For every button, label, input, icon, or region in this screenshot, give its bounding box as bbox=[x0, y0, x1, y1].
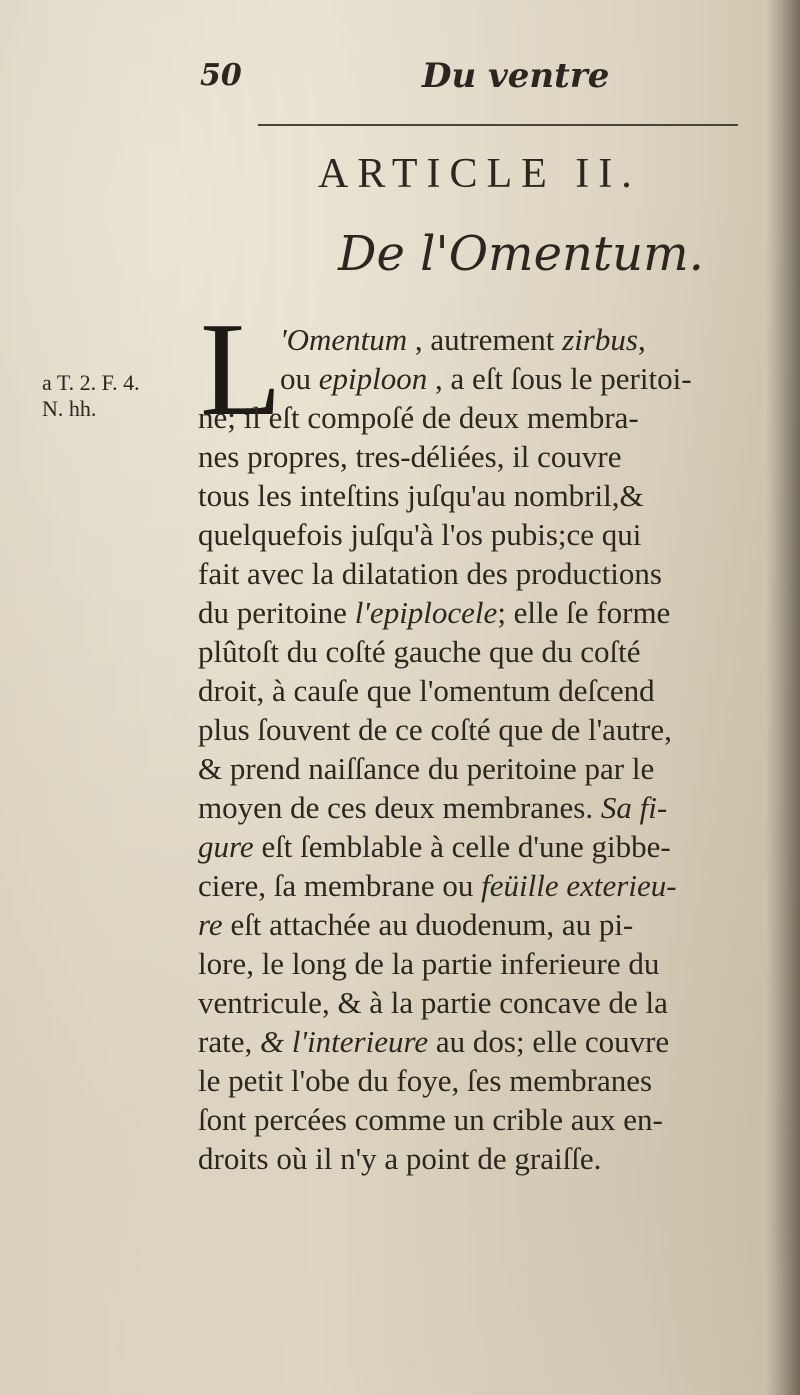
page-number: 50 bbox=[200, 58, 242, 93]
text-line bbox=[198, 554, 772, 593]
body-text bbox=[198, 320, 772, 1178]
running-title: Du ventre bbox=[422, 56, 610, 96]
italic-term: & l'interieure bbox=[259, 1024, 429, 1059]
text-run: plûtoſt du coſté gauche que du coſté bbox=[198, 634, 641, 669]
text-run: nes propres, tres-déliées, il couvre bbox=[198, 439, 622, 474]
section-title: De l'Omentum. bbox=[338, 226, 704, 282]
text-run: , bbox=[637, 322, 646, 357]
text-line bbox=[198, 437, 772, 476]
text-line bbox=[198, 827, 772, 866]
text-run: fait avec la dilatation des productions bbox=[198, 556, 662, 591]
text-line bbox=[198, 983, 772, 1022]
text-run: ; elle ſe forme bbox=[497, 595, 671, 630]
text-line bbox=[198, 1061, 772, 1100]
text-run: plus ſouvent de ce coſté que de l'autre, bbox=[198, 712, 672, 747]
text-line bbox=[198, 320, 772, 359]
italic-term: l'epiplocele bbox=[354, 595, 498, 630]
header-rule bbox=[258, 124, 738, 126]
text-line bbox=[198, 905, 772, 944]
text-run: & prend naiſſance du peritoine par le bbox=[198, 751, 655, 786]
text-run: rate, bbox=[198, 1024, 260, 1059]
text-run: tous les inteſtins juſqu'au nombril,& bbox=[198, 478, 644, 513]
text-line bbox=[198, 710, 772, 749]
text-run: eſt ſemblable à celle d'une gibbe- bbox=[253, 829, 671, 864]
text-run: quelquefois juſqu'à l'os pubis;ce qui bbox=[198, 517, 642, 552]
page-header bbox=[200, 56, 760, 106]
margin-note-line: N. hh. bbox=[42, 396, 97, 421]
text-line bbox=[198, 1022, 772, 1061]
margin-note-line: a T. 2. F. 4. bbox=[42, 370, 140, 395]
text-line bbox=[198, 515, 772, 554]
text-run: , autrement bbox=[407, 322, 563, 357]
text-run: ne; il eſt compoſé de deux membra- bbox=[198, 400, 639, 435]
text-run: au dos; elle couvre bbox=[428, 1024, 670, 1059]
text-line bbox=[198, 866, 772, 905]
article-heading: ARTICLE II. bbox=[318, 151, 641, 197]
italic-term: Sa fi- bbox=[600, 790, 668, 825]
text-run: ſont percées comme un crible aux en- bbox=[198, 1102, 663, 1137]
text-line bbox=[198, 788, 772, 827]
italic-term: epiploon bbox=[318, 361, 428, 396]
italic-term: 'Omentum bbox=[280, 322, 408, 357]
text-run: lore, le long de la partie inferieure du bbox=[198, 946, 660, 981]
text-run: ciere, ſa membrane ou bbox=[198, 868, 482, 903]
text-run: moyen de ces deux membranes. bbox=[198, 790, 601, 825]
italic-term: zirbus bbox=[562, 322, 638, 357]
text-line bbox=[198, 1100, 772, 1139]
text-run: droits où il n'y a point de graiſſe. bbox=[198, 1141, 602, 1176]
text-run: , a eſt ſous le peritoi- bbox=[427, 361, 692, 396]
margin-note bbox=[42, 370, 192, 422]
text-line bbox=[198, 398, 772, 437]
text-run: droit, à cauſe que l'omentum deſcend bbox=[198, 673, 655, 708]
text-run: le petit l'obe du foye, ſes membranes bbox=[198, 1063, 653, 1098]
text-line bbox=[198, 632, 772, 671]
text-line bbox=[198, 593, 772, 632]
italic-term: re bbox=[198, 907, 223, 942]
italic-term: feüille exterieu- bbox=[481, 868, 677, 903]
text-line bbox=[198, 749, 772, 788]
drop-cap: L bbox=[200, 295, 282, 443]
text-line bbox=[198, 944, 772, 983]
text-run: eſt attachée au duodenum, au pi- bbox=[222, 907, 634, 942]
italic-term: gure bbox=[198, 829, 254, 864]
text-line bbox=[198, 476, 772, 515]
text-run: ou bbox=[280, 361, 319, 396]
text-run: ventricule, & à la partie concave de la bbox=[198, 985, 668, 1020]
text-run: du peritoine bbox=[198, 595, 355, 630]
text-line bbox=[198, 671, 772, 710]
text-line bbox=[198, 1139, 772, 1178]
text-line bbox=[198, 359, 772, 398]
